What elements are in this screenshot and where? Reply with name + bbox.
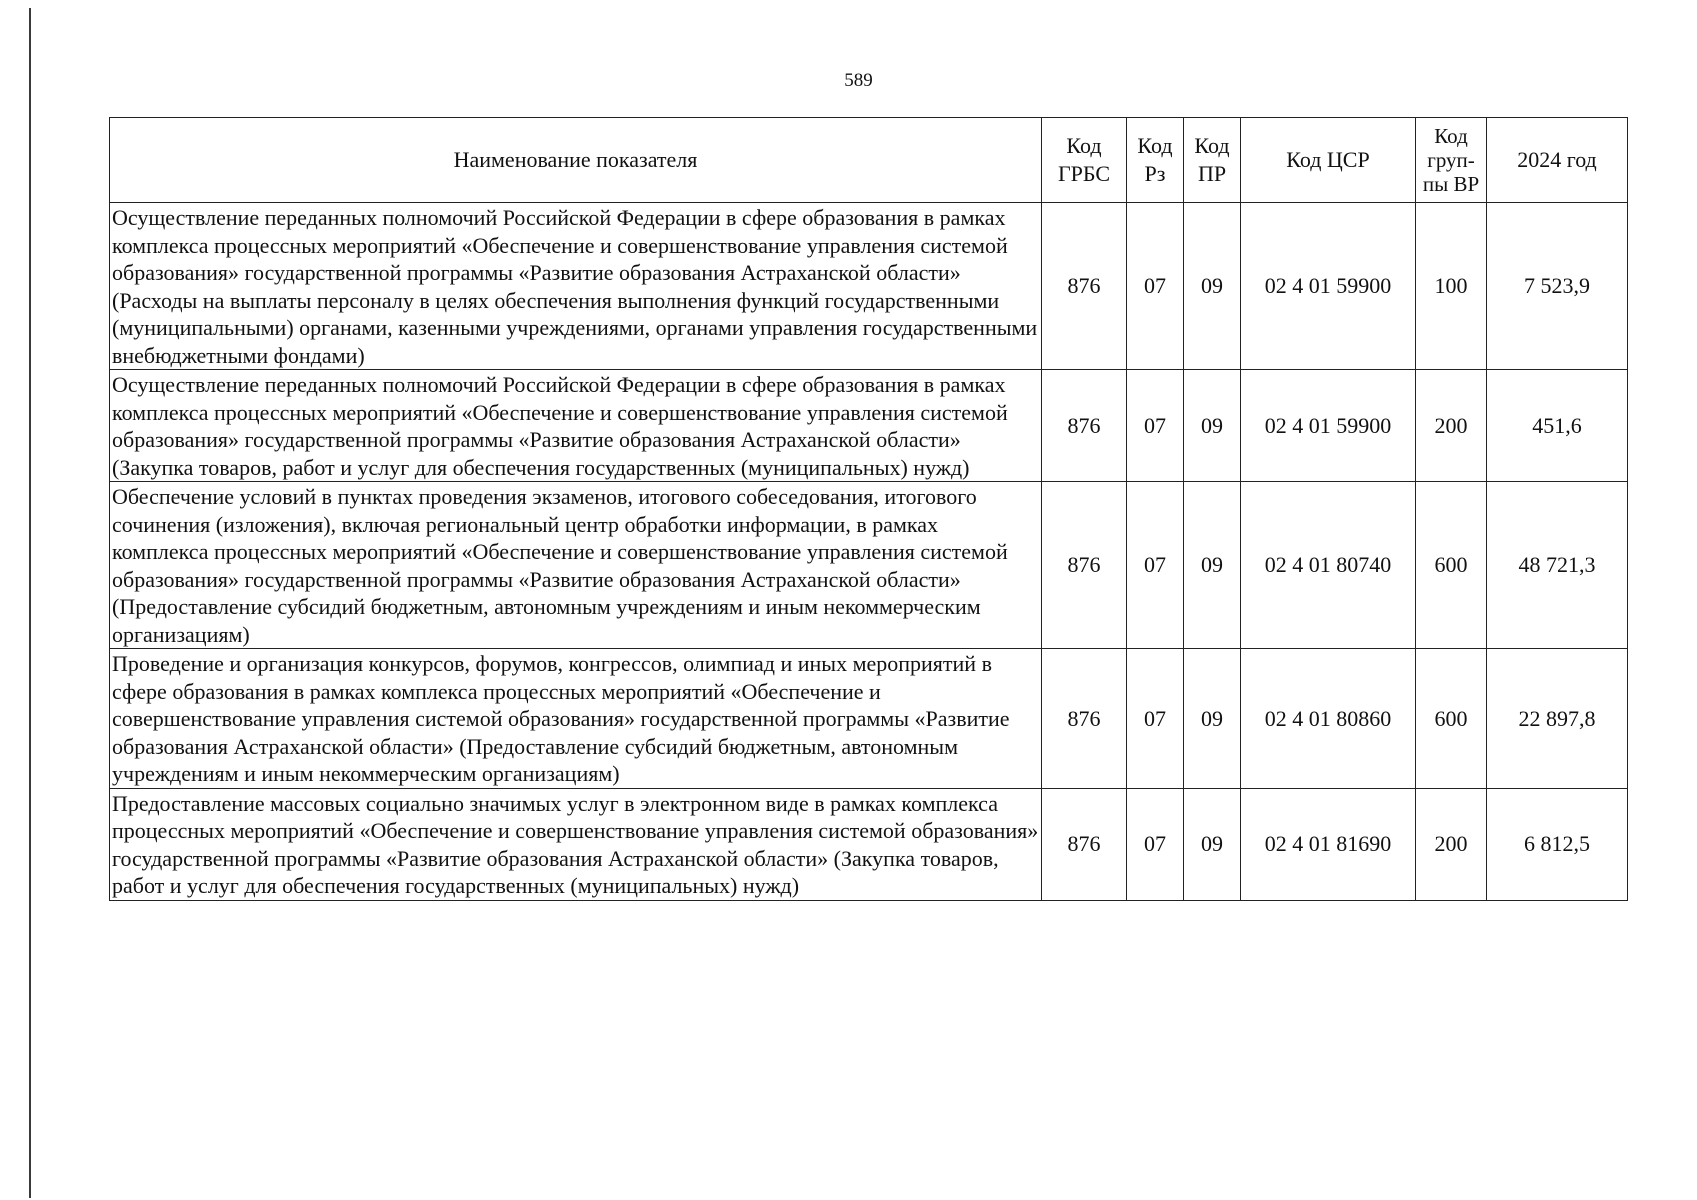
- header-csr: [1241, 118, 1416, 203]
- row-amount: 48 721,3: [1487, 482, 1628, 649]
- row-name: Предоставление массовых социально значимых услуг в электронном виде в рамках комплекса процессных мероприятий «Обеспечение и совершенствование управления системой образования» государственной программы «Развитие образования Астраханской области» (Закупка товаров, работ и услуг для обеспечения государственных (муниципальных) нужд): [110, 788, 1042, 900]
- header-pr-line2: ПР: [1197, 161, 1227, 186]
- row-name: Обеспечение условий в пунктах проведения экзаменов, итогового собеседования, итогового сочинения (изложения), включая региональный центр обработки информации, в рамках комплекса процессных мероприятий «Обеспечение и совершенствование управления системой образования» государственной программы «Развитие образования Астраханской области» (Предоставление субсидий бюджетным, автономным учреждениям и иным некоммерческим организациям): [110, 482, 1042, 649]
- budget-table: [109, 117, 1628, 901]
- table-body: [110, 203, 1628, 901]
- header-year-label: 2024 год: [1517, 147, 1597, 173]
- row-amount: 22 897,8: [1487, 649, 1628, 789]
- row-csr: 02 4 01 59900: [1241, 203, 1416, 370]
- row-csr: 02 4 01 80860: [1241, 649, 1416, 789]
- row-pr: 09: [1184, 649, 1241, 789]
- row-rz: 07: [1127, 203, 1184, 370]
- page-number: 589: [844, 70, 873, 91]
- row-csr: 02 4 01 80740: [1241, 482, 1416, 649]
- row-csr: 02 4 01 59900: [1241, 370, 1416, 482]
- scan-edge-line: [29, 8, 31, 1198]
- header-csr-label: Код ЦСР: [1286, 147, 1370, 173]
- row-rz: 07: [1127, 649, 1184, 789]
- row-vr: 600: [1416, 482, 1487, 649]
- header-name: [110, 118, 1042, 203]
- row-pr: 09: [1184, 482, 1241, 649]
- table-header: [110, 118, 1628, 203]
- table-row: [110, 203, 1628, 370]
- row-grbs: 876: [1042, 649, 1127, 789]
- row-pr: 09: [1184, 788, 1241, 900]
- row-grbs: 876: [1042, 370, 1127, 482]
- row-name: Осуществление переданных полномочий Российской Федерации в сфере образования в рамках комплекса процессных мероприятий «Обеспечение и совершенствование управления системой образования» государственной программы «Развитие образования Астраханской области» (Расходы на выплаты персоналу в целях обеспечения выполнения функций государственными (муниципальными) органами, казенными учреждениями, органами управления государственными внебюджетными фондами): [110, 203, 1042, 370]
- table-row: [110, 788, 1628, 900]
- header-vr-line1: Код: [1434, 124, 1468, 148]
- header-rz-line2: Рз: [1144, 161, 1166, 186]
- row-vr: 100: [1416, 203, 1487, 370]
- header-grbs: [1042, 118, 1127, 203]
- row-rz: 07: [1127, 370, 1184, 482]
- row-name: Проведение и организация конкурсов, форумов, конгрессов, олимпиад и иных мероприятий в сфере образования в рамках комплекса процессных мероприятий «Обеспечение и совершенствование управления системой образования» государственной программы «Развитие образования Астраханской области» (Предоставление субсидий бюджетным, автономным учреждениям и иным некоммерческим организациям): [110, 649, 1042, 789]
- header-grbs-line1: Код: [1066, 133, 1102, 158]
- header-pr-line1: Код: [1194, 133, 1230, 158]
- row-name: Осуществление переданных полномочий Российской Федерации в сфере образования в рамках комплекса процессных мероприятий «Обеспечение и совершенствование управления системой образования» государственной программы «Развитие образования Астраханской области» (Закупка товаров, работ и услуг для обеспечения государственных (муниципальных) нужд): [110, 370, 1042, 482]
- row-pr: 09: [1184, 203, 1241, 370]
- row-vr: 200: [1416, 788, 1487, 900]
- row-amount: 7 523,9: [1487, 203, 1628, 370]
- table-row: [110, 370, 1628, 482]
- header-grbs-line2: ГРБС: [1057, 161, 1111, 186]
- header-vr-line3: пы ВР: [1422, 172, 1480, 196]
- row-amount: 6 812,5: [1487, 788, 1628, 900]
- header-vr: [1416, 118, 1487, 203]
- row-grbs: 876: [1042, 482, 1127, 649]
- row-csr: 02 4 01 81690: [1241, 788, 1416, 900]
- row-rz: 07: [1127, 788, 1184, 900]
- header-rz: [1127, 118, 1184, 203]
- header-rz-line1: Код: [1137, 133, 1173, 158]
- header-vr-line2: груп-: [1427, 148, 1475, 172]
- table-row: [110, 649, 1628, 789]
- row-rz: 07: [1127, 482, 1184, 649]
- header-name-label: Наименование показателя: [453, 147, 698, 173]
- row-amount: 451,6: [1487, 370, 1628, 482]
- row-vr: 600: [1416, 649, 1487, 789]
- row-pr: 09: [1184, 370, 1241, 482]
- header-pr: [1184, 118, 1241, 203]
- row-grbs: 876: [1042, 203, 1127, 370]
- header-year: [1487, 118, 1628, 203]
- table-row: [110, 482, 1628, 649]
- row-vr: 200: [1416, 370, 1487, 482]
- row-grbs: 876: [1042, 788, 1127, 900]
- header-row: [110, 118, 1628, 203]
